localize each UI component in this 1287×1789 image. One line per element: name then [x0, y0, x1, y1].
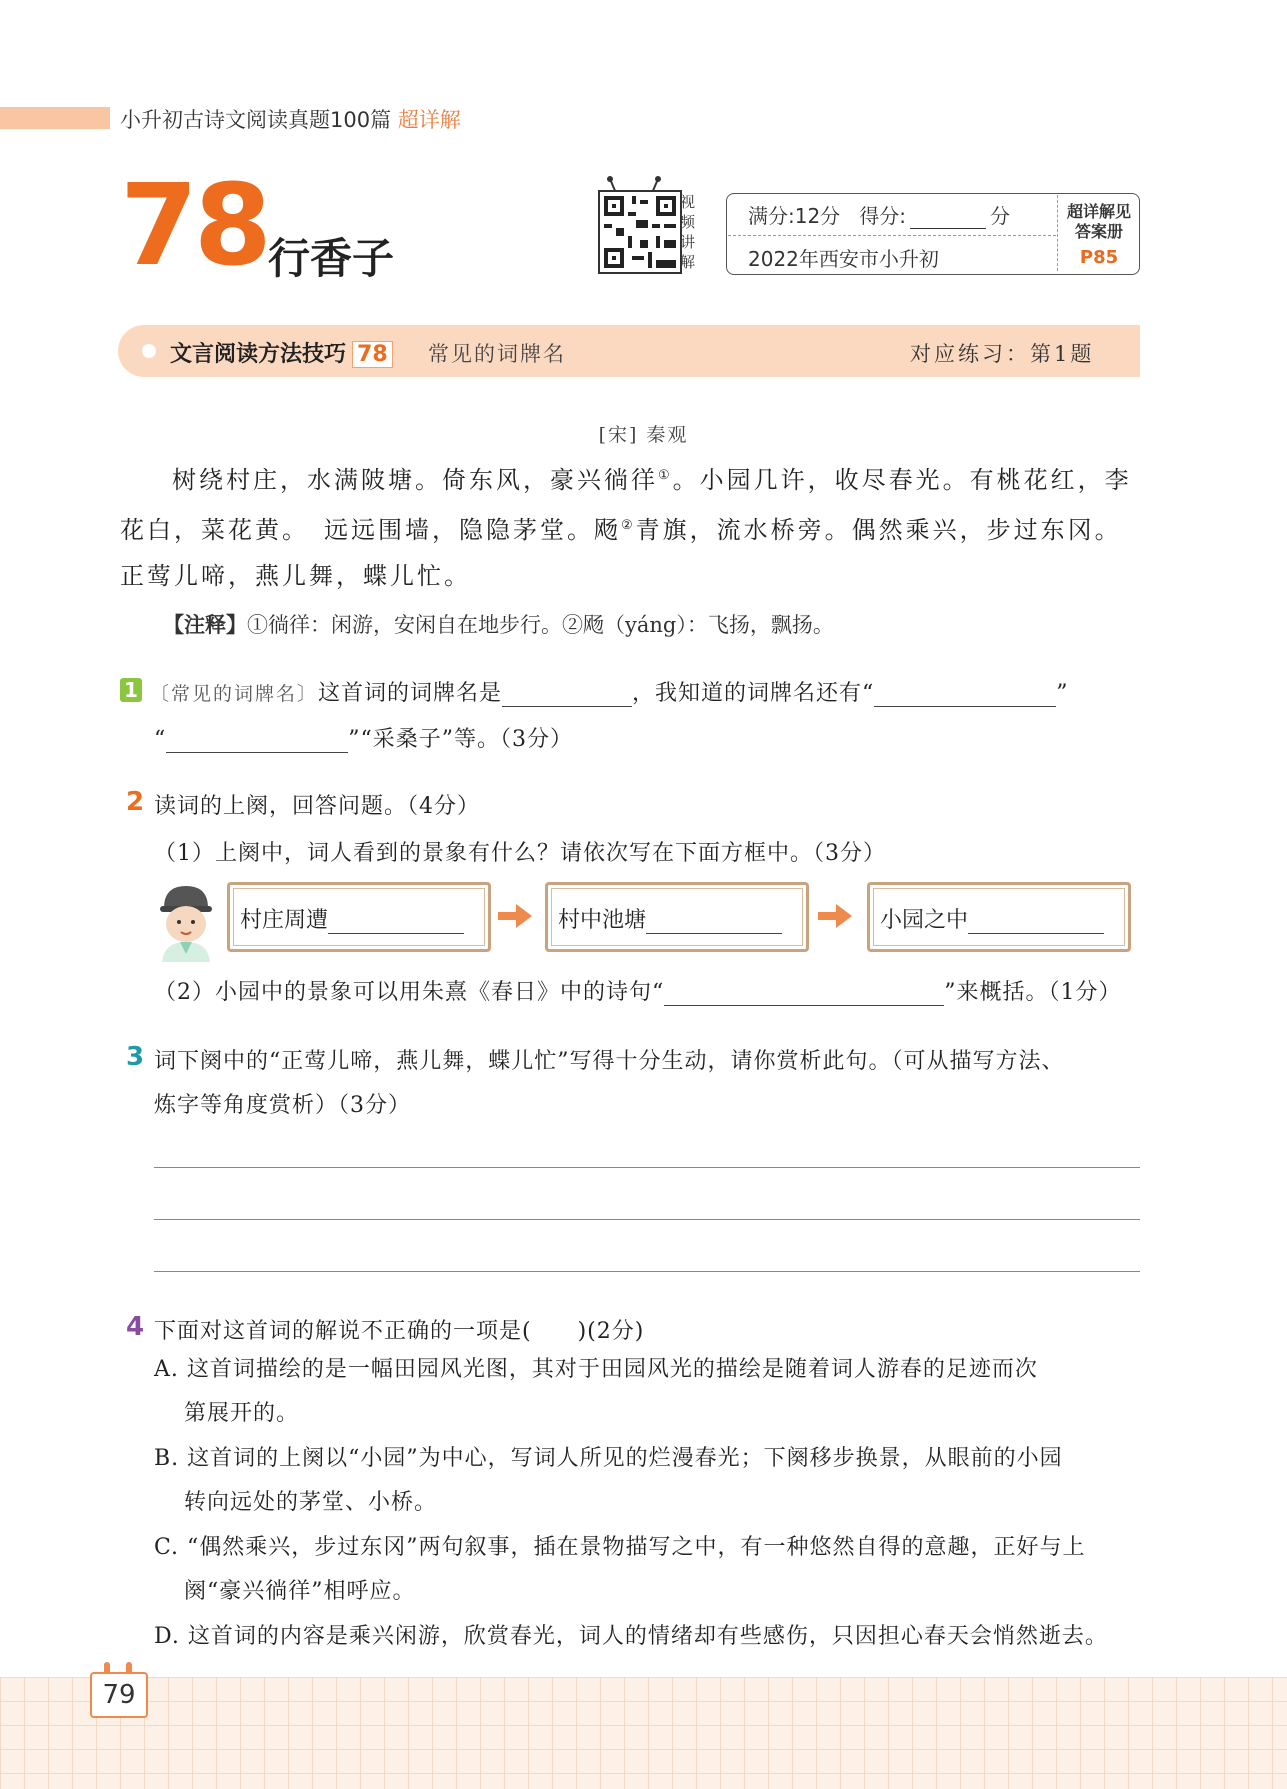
flow-box-2[interactable]: 村中池塘 [545, 882, 809, 952]
bullet-icon [142, 344, 156, 358]
scholar-illustration [150, 880, 222, 962]
answer-blank[interactable] [328, 911, 464, 934]
annotation: 【注释】①徜徉：闲游，安闲自在地步行。②飏（yáng）：飞扬，飘扬。 [163, 613, 834, 637]
flow-box-3[interactable]: 小园之中 [867, 882, 1131, 952]
answer-blank[interactable] [166, 730, 348, 753]
poem-text: 树绕村庄，水满陂塘。倚东风，豪兴徜徉①。小园几许，收尽春光。有桃花红，李花白，菜花黄。 远远围墙，隐隐茅堂。飏②青旗，流水桥旁。偶然乘兴，步过东冈。正莺儿啼，燕儿舞，蝶儿忙。 [120, 466, 1132, 590]
question-2-part1: （1）上阕中，词人看到的景象有什么？请依次写在下面方框中。（3分） [154, 841, 886, 866]
option-a[interactable]: A. 这首词描绘的是一幅田园风光图，其对于田园风光的描绘是随着词人游春的足迹而次 第展开的。 [154, 1357, 1038, 1426]
option-b[interactable]: B. 这首词的上阕以“小园”为中心，写词人所见的烂漫春光；下阕移步换景，从眼前的小园 转向远处的茅堂、小桥。 [154, 1446, 1063, 1515]
question-4: 下面对这首词的解说不正确的一项是( )(2分) [154, 1319, 645, 1344]
answer-line[interactable] [154, 1167, 1140, 1168]
arrow-right-icon [818, 904, 852, 928]
question-2: 读词的上阕，回答问题。（4分） [154, 794, 480, 819]
divider [728, 235, 1056, 236]
answer-blank[interactable] [646, 911, 782, 934]
arrow-right-icon [498, 904, 532, 928]
score-input[interactable] [910, 210, 986, 229]
option-c[interactable]: C. “偶然乘兴，步过东冈”两句叙事，插在景物描写之中，有一种悠然自得的意趣，正好与上 阕“豪兴徜徉”相呼应。 [154, 1535, 1086, 1604]
header-band [0, 107, 110, 129]
answer-reference: 超详解见 答案册 [1066, 202, 1131, 241]
question-1-cont: “ ”“采桑子”等。（3分） [154, 727, 573, 752]
answer-blank[interactable] [664, 983, 944, 1006]
answer-line[interactable] [154, 1219, 1140, 1220]
answer-blank[interactable] [968, 911, 1104, 934]
answer-page: P85 [1079, 247, 1119, 268]
answer-blank[interactable] [502, 684, 632, 707]
question-1: 〔常见的词牌名〕这首词的词牌名是 ，我知道的词牌名还有“ ” [150, 681, 1069, 706]
question-number: 2 [126, 787, 145, 817]
question-number: 4 [126, 1312, 145, 1342]
lesson-number: 78 [120, 161, 268, 291]
answer-line[interactable] [154, 1271, 1140, 1272]
flow-box-1[interactable]: 村庄周遭 [227, 882, 491, 952]
poem-author: [宋] 秦观 [598, 424, 689, 446]
question-number: 3 [126, 1042, 145, 1072]
exam-source: 2022年西安市小升初 [748, 247, 939, 271]
question-number: 1 [120, 678, 142, 702]
book-title-accent: 超详解 [397, 108, 461, 132]
video-label: 视频讲解 [680, 193, 696, 271]
book-title: 小升初古诗文阅读真题100篇 超详解 [120, 108, 461, 132]
full-score: 满分:12分 [748, 204, 841, 228]
score-label: 得分: [859, 204, 907, 228]
score-row: 满分:12分 得分: 分 [748, 204, 1011, 228]
divider [1057, 195, 1058, 271]
footer-grid [0, 1677, 1287, 1789]
question-2-part2: （2）小园中的景象可以用朱熹《春日》中的诗句“ ”来概括。（1分） [154, 980, 1122, 1005]
page-number: 79 [90, 1672, 148, 1718]
question-3-cont: 炼字等角度赏析）（3分） [154, 1093, 411, 1118]
lesson-title: 行香子 [268, 234, 395, 283]
option-d[interactable]: D. 这首词的内容是乘兴闲游，欣赏春光，词人的情绪却有些感伤，只因担心春天会悄然逝去。 [154, 1624, 1108, 1649]
question-3: 词下阕中的“正莺儿啼，燕儿舞，蝶儿忙”写得十分生动，请你赏析此句。（可从描写方法、 [154, 1049, 1065, 1074]
tip-number: 78 [352, 341, 393, 368]
tip-exercise: 对应练习：第1题 [910, 342, 1095, 366]
answer-blank[interactable] [874, 684, 1056, 707]
tip-label: 文言阅读方法技巧 78 [170, 337, 393, 368]
tip-topic: 常见的词牌名 [428, 342, 566, 366]
qr-code-icon[interactable] [598, 190, 682, 274]
